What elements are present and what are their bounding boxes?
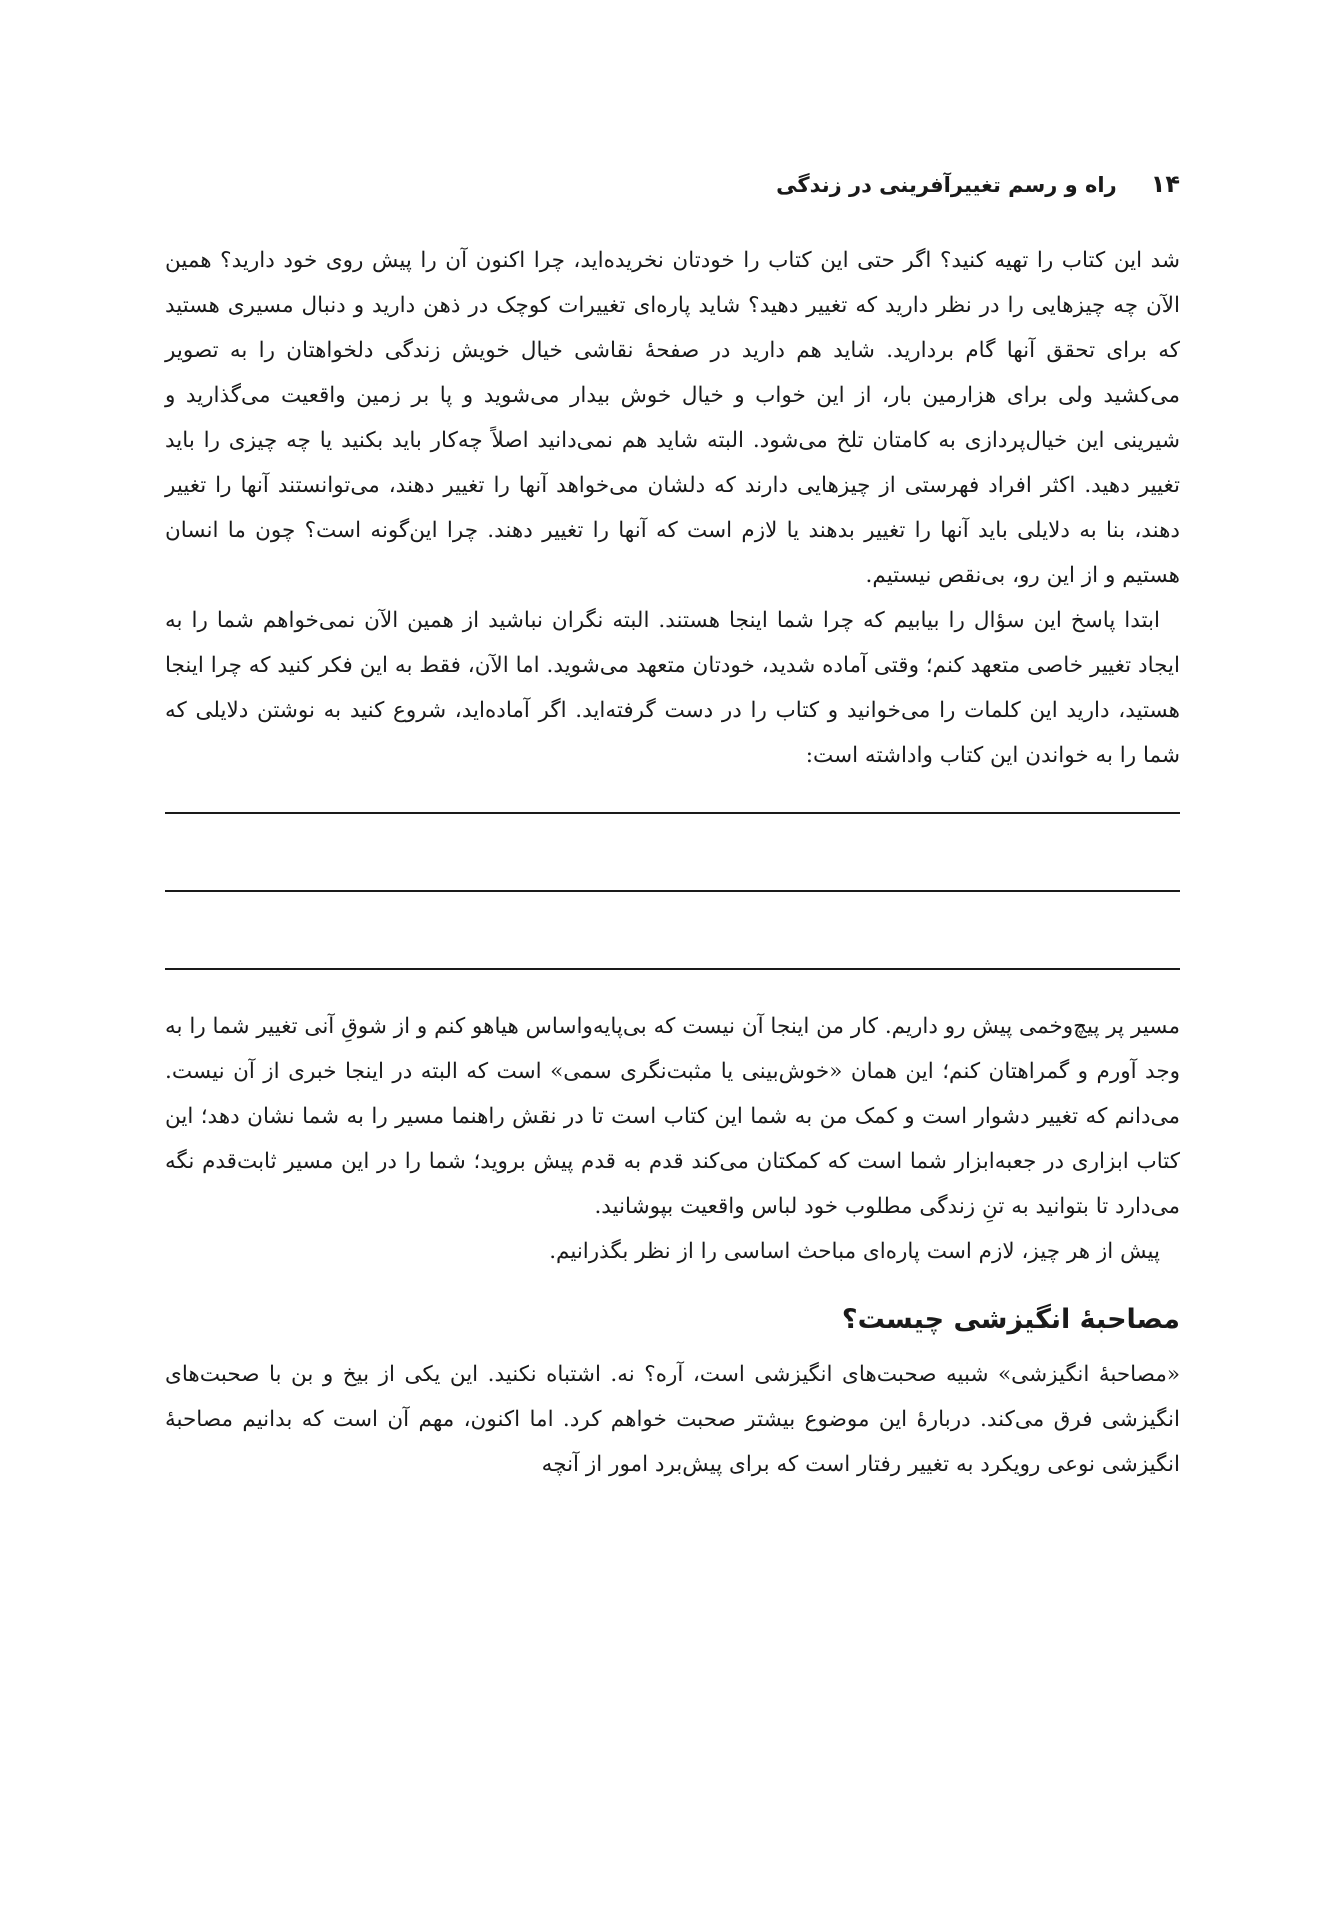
writing-lines: [165, 812, 1180, 970]
paragraph-4: پیش از هر چیز، لازم است پاره‌ای مباحث اساسی را از نظر بگذرانیم.: [549, 1239, 1160, 1264]
page-number: ۱۴: [1150, 170, 1180, 198]
paragraph-1: شد این کتاب را تهیه کنید؟ اگر حتی این کتاب را خودتان نخریده‌اید، چرا اکنون آن را پیش روی خود دارید؟ همین الآن چه چیزهایی را در نظر دارید که تغییر دهید؟ شاید پاره‌ای تغییرات کوچک در ذهن دارید و دنبال مسیری هستید که برای تحقق آنها گام بردارید. شاید هم دارید در صفحهٔ نقاشی خیال خویش زندگی دلخواهتان را به تصویر می‌کشید ولی برای هزارمین بار، از این خواب و خیال خوش بیدار می‌شوید و پا بر زمین واقعیت می‌گذارید و شیرینی این خیال‌پردازی به کامتان تلخ می‌شود. البته شاید هم نمی‌دانید اصلاً چه‌کار باید بکنید یا چه چیزی را باید تغییر دهید. اکثر افراد فهرستی از چیزهایی دارند که دلشان می‌خواهد آنها را تغییر دهند، می‌توانستند آنها را تغییر دهند، بنا به دلایلی باید آنها را تغییر بدهند یا لازم است که آنها را تغییر دهند. چرا این‌گونه است؟ چون ما انسان هستیم و از این رو، بی‌نقص نیستیم.: [165, 248, 1180, 588]
book-title: راه و رسم تغییرآفرینی در زندگی: [776, 173, 1117, 197]
writing-line: [165, 968, 1180, 970]
paragraph-3: مسیر پر پیچ‌وخمی پیش رو داریم. کار من اینجا آن نیست که بی‌پایه‌واساس هیاهو کنم و از شوقِ آنی تغییر شما را به وجد آورم و گمراهتان کنم؛ این همان «خوش‌بینی یا مثبت‌نگری سمی» است که البته در اینجا خبری از آن نیست. می‌دانم که تغییر دشوار است و کمک من به شما این کتاب است تا در نقش راهنما مسیر را به شما نشان دهد؛ این کتاب ابزاری در جعبه‌ابزار شما است که کمکتان می‌کند قدم به قدم پیش بروید؛ شما را در این مسیر ثابت‌قدم نگه می‌دارد تا بتوانید به تنِ زندگی مطلوب خود لباس واقعیت بپوشانید.: [165, 1014, 1180, 1219]
book-page: [165, 170, 1180, 1487]
writing-line: [165, 812, 1180, 814]
running-header: [165, 170, 1180, 210]
writing-line: [165, 890, 1180, 892]
section-heading: مصاحبهٔ انگیزشی چیست؟: [841, 1304, 1180, 1335]
paragraph-5: «مصاحبهٔ انگیزشی» شبیه صحبت‌های انگیزشی است، آره؟ نه. اشتباه نکنید. این یکی از بیخ و بن با صحبت‌های انگیزشی فرق می‌کند. دربارهٔ این موضوع بیشتر صحبت خواهم کرد. اما اکنون، مهم آن است که بدانیم مصاحبهٔ انگیزشی نوعی رویکرد به تغییر رفتار است که برای پیش‌برد امور از آنچه: [165, 1362, 1180, 1477]
paragraph-2: ابتدا پاسخ این سؤال را بیابیم که چرا شما اینجا هستند. البته نگران نباشید از همین الآن نمی‌خواهم شما را به ایجاد تغییر خاصی متعهد کنم؛ وقتی آماده شدید، خودتان متعهد می‌شوید. اما الآن، فقط به این فکر کنید که چرا اینجا هستید، دارید این کلمات را می‌خوانید و کتاب را در دست گرفته‌اید. اگر آماده‌اید، شروع کنید به نوشتن دلایلی که شما را به خواندن این کتاب واداشته است:: [165, 608, 1180, 768]
